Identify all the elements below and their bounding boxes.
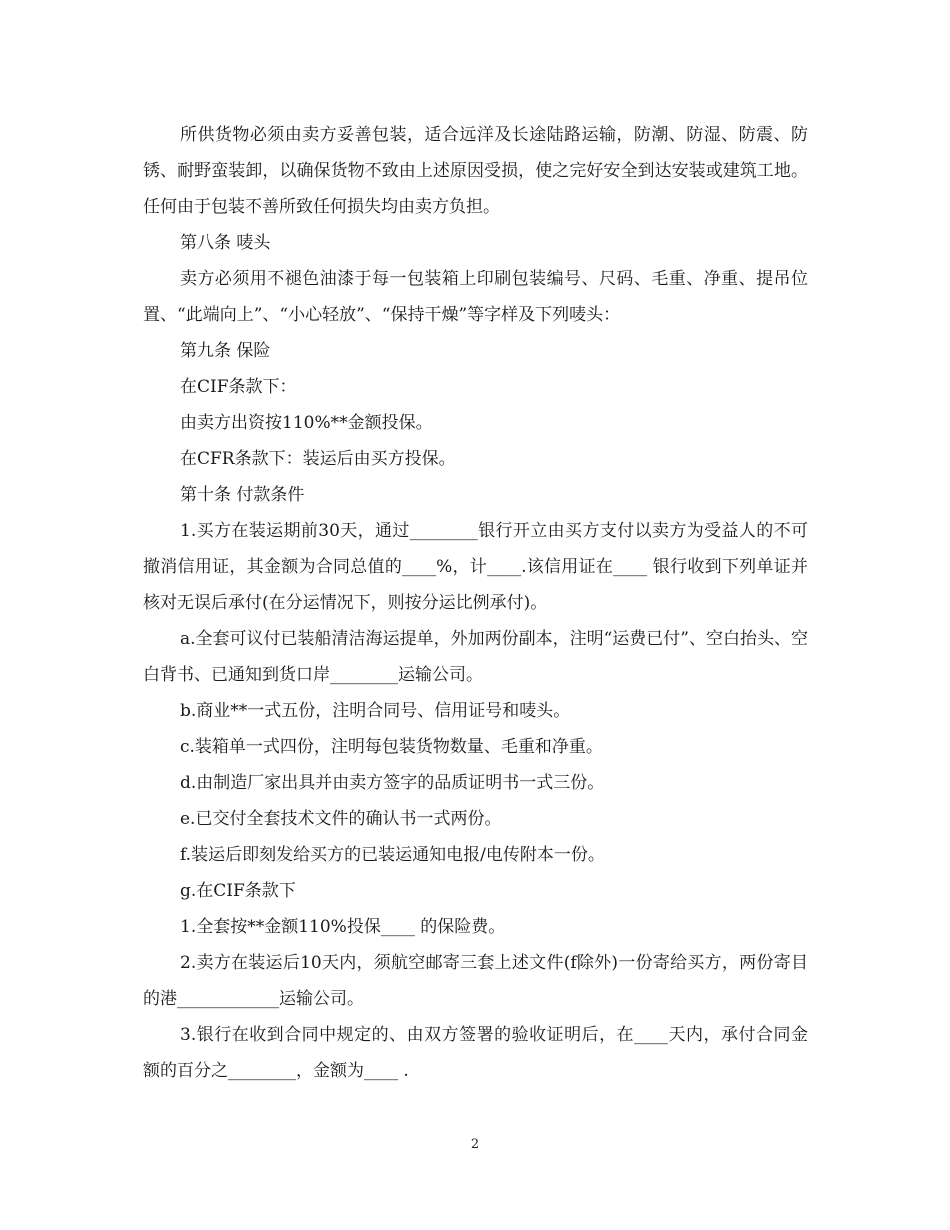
- paragraph-seller-insurance: 由卖方出资按110%**金额投保。: [180, 413, 433, 433]
- page-number: 2: [470, 1137, 480, 1152]
- list-item-b: b.商业**一式五份，注明合同号、信用证号和唛头。: [180, 701, 571, 721]
- list-item-g: g.在CIF条款下: [180, 881, 296, 901]
- list-item-d: d.由制造厂家出具并由卖方签字的品质证明书一式三份。: [180, 773, 605, 793]
- heading-article-8-marks: 第八条 唛头: [180, 233, 271, 253]
- document-body: [143, 117, 808, 1089]
- paragraph-packing: 所供货物必须由卖方妥善包装，适合远洋及长途陆路运输，防潮、防湿、防震、防锈、耐野蛮装卸，以确保货物不致由上述原因受损，使之完好安全到达安装或建筑工地。任何由于包装不善所致任何损失均由卖方负担。: [143, 125, 808, 217]
- paragraph-shipping-marks: 卖方必须用不褪色油漆于每一包装箱上印刷包装编号、尺码、毛重、净重、提吊位置、“此端向上”、“小心轻放”、“保持干燥”等字样及下列唛头：: [143, 269, 808, 325]
- paragraph-cfr-terms: 在CFR条款下：装运后由买方投保。: [180, 449, 456, 469]
- list-item-c: c.装箱单一式四份，注明每包装货物数量、毛重和净重。: [180, 737, 603, 757]
- list-item-g-1: 1.全套按**金额110%投保____ 的保险费。: [180, 917, 506, 937]
- heading-article-9-insurance: 第九条 保险: [180, 341, 271, 361]
- list-item-a: a.全套可议付已装船清洁海运提单，外加两份副本，注明“运费已付”、空白抬头、空白背书、已通知到货口岸________运输公司。: [143, 629, 808, 685]
- list-item-e: e.已交付全套技术文件的确认书一式两份。: [180, 809, 502, 829]
- paragraph-letter-of-credit: 1.买方在装运期前30天，通过________银行开立由买方支付以卖方为受益人的不可撤消信用证，其金额为合同总值的____%，计____.该信用证在____ 银行收到下列单证并核对无误后承付(在分运情况下，则按分运比例承付)。: [143, 521, 808, 613]
- paragraph-cif-terms: 在CIF条款下：: [180, 377, 297, 397]
- heading-article-10-payment: 第十条 付款条件: [180, 485, 305, 505]
- paragraph-bank-payment: 3.银行在收到合同中规定的、由双方签署的验收证明后，在____天内，承付合同金额的百分之________，金额为____ .: [143, 1025, 808, 1081]
- list-item-f: f.装运后即刻发给买方的已装运通知电报/电传附本一份。: [180, 845, 605, 865]
- paragraph-airmail-documents: 2.卖方在装运后10天内，须航空邮寄三套上述文件(f除外)一份寄给买方，两份寄目的港____________运输公司。: [143, 953, 808, 1009]
